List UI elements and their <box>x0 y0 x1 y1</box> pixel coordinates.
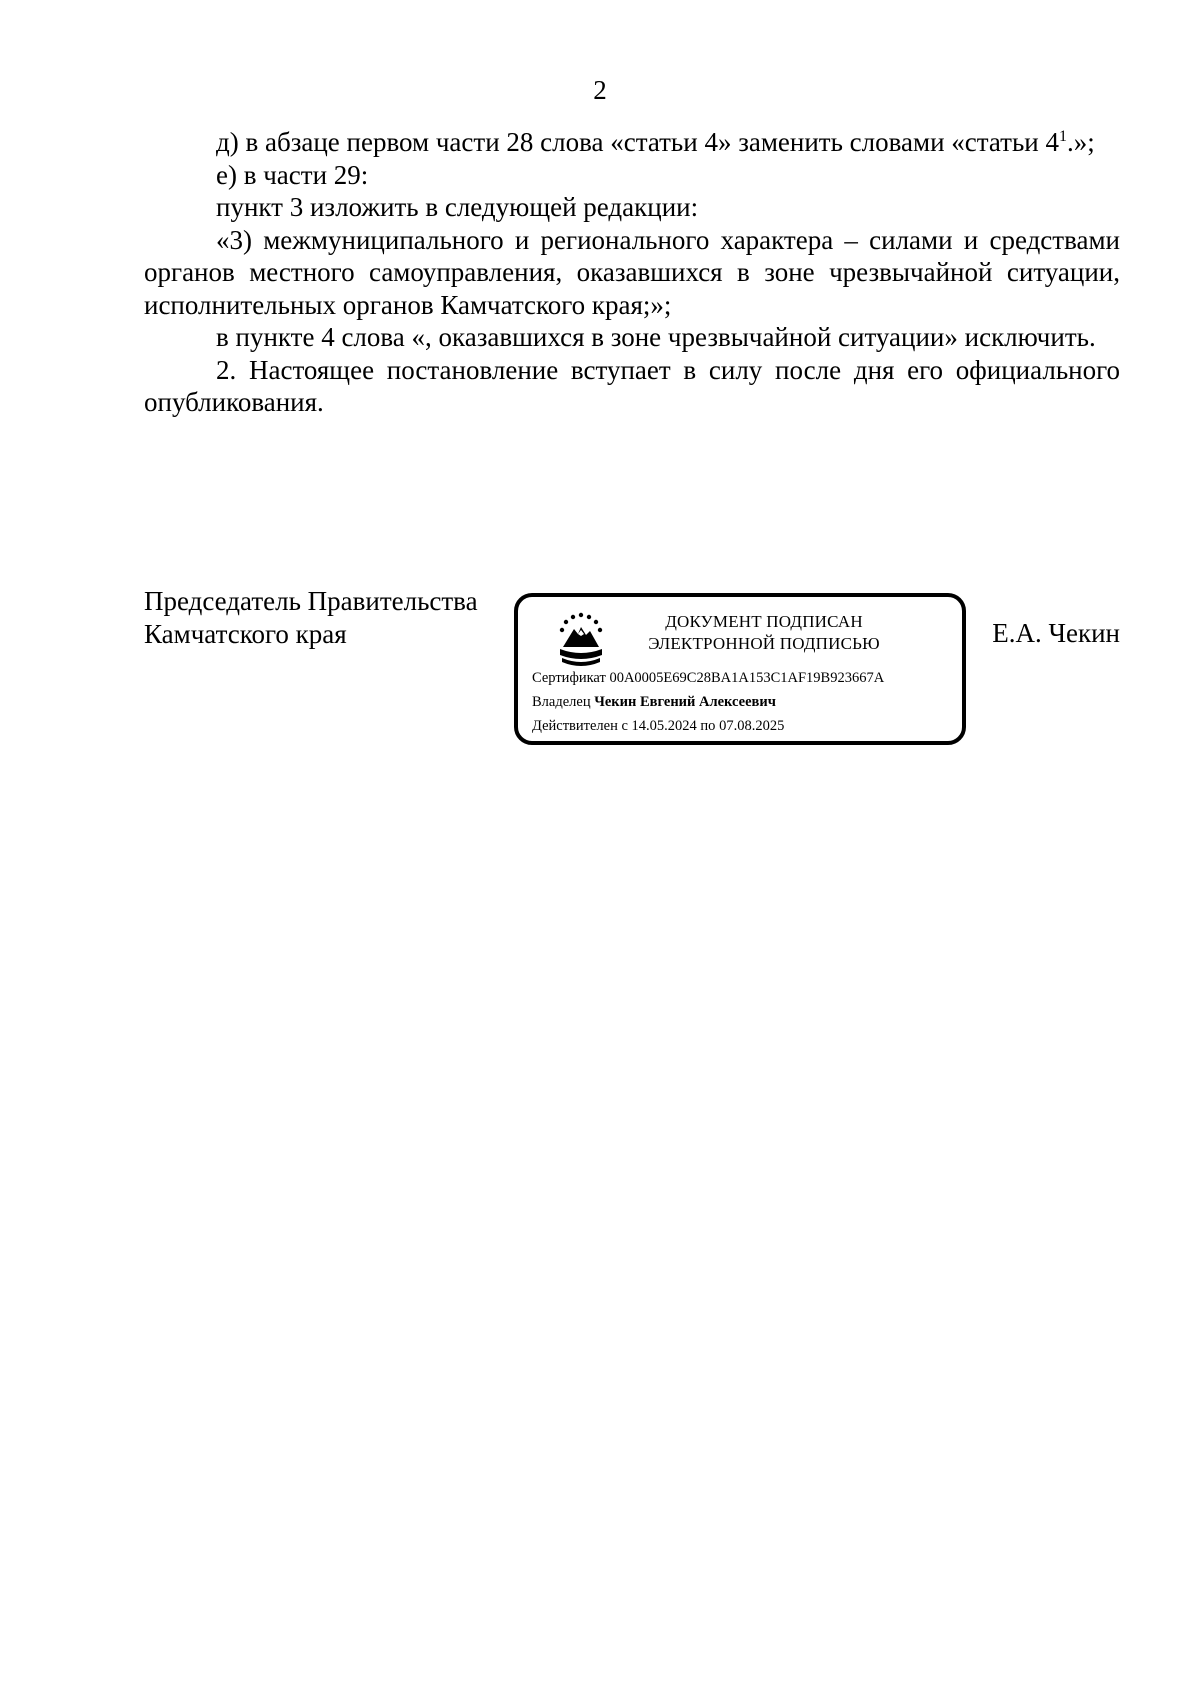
stamp-title-line2: ЭЛЕКТРОННОЙ ПОДПИСЬЮ <box>648 634 880 653</box>
stamp-title <box>614 611 914 655</box>
stamp-certificate <box>532 669 884 687</box>
kamchatka-coat-of-arms-icon <box>556 611 606 669</box>
owner-label: Владелец <box>532 694 591 710</box>
signatory-position <box>144 585 478 650</box>
paragraph-d-tail: .»; <box>1067 127 1095 157</box>
valid-label: Действителен с <box>532 718 628 734</box>
paragraph-e: е) в части 29: <box>216 159 369 190</box>
stamp-title-line1: ДОКУМЕНТ ПОДПИСАН <box>665 612 863 631</box>
stamp-validity <box>532 717 784 735</box>
valid-to: 07.08.2025 <box>719 718 785 734</box>
signatory-position-line1: Председатель Правительства <box>144 586 478 616</box>
valid-to-label: по <box>700 718 716 734</box>
paragraph-point3-text: «3) межмуниципального и регионального характера – силами и средствами органов местного самоуправления, оказавшихся в зоне чрезвычайной ситуации, исполнительных органов Камчатского края;»; <box>144 224 1120 320</box>
paragraph-effective: 2. Настоящее постановление вступает в силу после дня его официального опубликования. <box>144 354 1120 417</box>
paragraph-point4: в пункте 4 слова «, оказавшихся в зоне чрезвычайной ситуации» исключить. <box>216 322 1096 352</box>
signatory-name: Е.А. Чекин <box>992 618 1120 648</box>
owner-value: Чекин Евгений Алексеевич <box>594 694 776 710</box>
superscript: 1 <box>1059 128 1067 145</box>
certificate-label: Сертификат <box>532 670 606 686</box>
document-body <box>144 126 1120 419</box>
signatory-position-line2: Камчатского края <box>144 618 347 649</box>
paragraph-point3-intro: пункт 3 изложить в следующей редакции: <box>216 192 699 222</box>
electronic-signature-stamp <box>514 593 966 745</box>
valid-from: 14.05.2024 <box>631 718 697 734</box>
page-number: 2 <box>593 75 607 105</box>
paragraph-d <box>144 126 1120 159</box>
stamp-owner <box>532 693 776 711</box>
certificate-value: 00A0005E69C28BA1A153C1AF19B923667A <box>609 670 885 686</box>
paragraph-d-text: д) в абзаце первом части 28 слова «статьи 4» заменить словами «статьи 4 <box>216 127 1059 157</box>
